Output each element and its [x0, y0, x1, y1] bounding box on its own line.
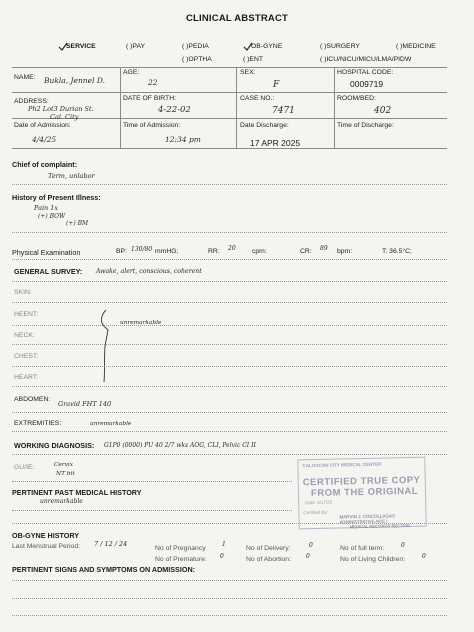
address-line1: Ph2 Lot3 Durian St. [28, 105, 94, 113]
table-border [120, 67, 121, 148]
lmp-label: Last Menstrual Period: [12, 543, 81, 550]
stamp-headline: CERTIFIED TRUE COPY [302, 474, 421, 489]
divider [12, 412, 447, 413]
divider [12, 281, 447, 282]
skin-label: SKIN: [14, 289, 32, 296]
divider [12, 481, 292, 482]
address-label: ADDRESS: [14, 98, 49, 105]
pay-option: ( )PAY [126, 43, 146, 50]
delivery-count-value: 0 [309, 542, 313, 549]
name-value: Bukla, Jennel D. [44, 76, 105, 85]
hpi-line1: Pain 1x [34, 204, 59, 212]
working-diagnosis-label: WORKING DIAGNOSIS: [14, 441, 95, 450]
table-border [12, 67, 447, 68]
icu-option: ( )ICU/NICU/MICU/LMA/PIDW [320, 56, 412, 63]
hpi-label: History of Present Illness: [12, 193, 101, 202]
admission-time-value: 12:34 pm [165, 135, 201, 144]
obgyne-history-label: OB-GYNE HISTORY [12, 531, 80, 540]
divider [12, 325, 447, 326]
stamp-date: Date: 4/17/25 [305, 499, 333, 506]
divider [12, 431, 447, 432]
admission-date-value: 4/4/25 [32, 135, 57, 144]
heent-label: HEENT: [14, 311, 39, 318]
chief-complaint-label: Chief of complaint: [12, 160, 78, 169]
unremarkable-note: unremarkable [120, 320, 162, 326]
hospital-code-label: HOSPITAL CODE: [337, 69, 394, 76]
abdomen-value: Gravid FHT 140 [58, 400, 112, 408]
divider [12, 598, 447, 599]
neck-label: NECK: [14, 332, 35, 339]
extremities-value: unremarkable [90, 421, 132, 427]
delivery-count-label: No of Delivery: [246, 545, 291, 552]
extremities-label: EXTREMITIES: [14, 420, 62, 427]
table-border [12, 92, 447, 93]
pregnancy-count-value: 1 [222, 541, 226, 548]
full-term-value: 0 [401, 542, 405, 549]
certified-true-copy-stamp [297, 457, 426, 530]
dob-value: 4-22-02 [158, 105, 191, 115]
stamp-position: ADMINISTRATIVE AIDE I [339, 518, 388, 525]
heart-label: HEART: [14, 374, 39, 381]
room-bed-label: ROOM/BED: [337, 95, 376, 102]
general-survey-value: Awake, alert, conscious, coherent [96, 268, 202, 275]
dob-label: DATE OF BIRTH: [123, 95, 176, 102]
divider [12, 232, 447, 233]
sex-label: SEX: [240, 69, 256, 76]
divider [12, 259, 447, 260]
table-border [334, 67, 335, 148]
abortion-value: 0 [306, 553, 310, 560]
medicine-option: ( )MEDICINE [396, 43, 436, 50]
stamp-signatory: MARVIN J. CINCOLLAGAS [339, 513, 395, 520]
gu-ie-line1: Cervix [54, 462, 74, 468]
address-line2: Cal. City [50, 113, 79, 121]
bp-value: 130/80 [131, 246, 153, 253]
past-medical-history-label: PERTINENT PAST MEDICAL HISTORY [12, 488, 142, 497]
general-survey-label: GENERAL SURVEY: [14, 267, 83, 276]
living-children-label: No of Living Children: [340, 556, 405, 563]
working-diagnosis-value: G1P0 (0000) PU 40 2/7 wks AOG, CLI, Pelvic CI II [104, 442, 256, 449]
obgyne-option: OB-GYNE [251, 43, 283, 50]
surgery-option: ( )SURGERY [320, 43, 360, 50]
bracket-mark [96, 306, 118, 384]
divider [12, 344, 447, 345]
hospital-code-value: 0009719 [350, 79, 384, 89]
abortion-label: No of Abortion: [246, 556, 291, 563]
living-children-value: 0 [422, 553, 426, 560]
divider [12, 454, 447, 455]
rr-value: 20 [228, 245, 236, 252]
signs-symptoms-label: PERTINENT SIGNS AND SYMPTOMS ON ADMISSION: [12, 565, 196, 574]
admission-time-label: Time of Admission: [123, 122, 181, 129]
discharge-time-label: Time of Discharge: [337, 122, 394, 129]
premature-value: 0 [220, 553, 224, 560]
ent-option: ( )ENT [243, 56, 264, 63]
abdomen-label: ABDOMEN: [14, 396, 51, 403]
case-number-value: 7471 [272, 106, 295, 116]
gu-ie-label: GU/IE: [14, 464, 35, 471]
service-option: SERVICE [66, 43, 96, 50]
lmp-value: 7 / 12 / 24 [94, 540, 128, 548]
physical-exam-label: Physical Examination [12, 248, 81, 257]
stamp-certified-by: Certified By: [303, 509, 328, 516]
pedia-option: ( )PEDIA [182, 43, 209, 50]
stamp-org: CALOOCAN CITY MEDICAL CENTER [302, 461, 382, 469]
document-title: CLINICAL ABSTRACT [185, 13, 289, 24]
hpi-line3: (+) BM [66, 220, 89, 227]
discharge-date-value: 17 APR 2025 [250, 138, 301, 148]
stamp-subheadline: FROM THE ORIGINAL [310, 485, 419, 500]
bp-label: BP: [116, 248, 127, 255]
divider [12, 615, 447, 616]
table-border [236, 67, 237, 148]
gu-ie-line2: NT bit [56, 471, 75, 477]
rr-label: RR: [208, 248, 220, 255]
table-border [12, 148, 447, 149]
divider [12, 302, 447, 303]
stamp-section: MEDICAL RECORDS SECTION [349, 523, 411, 530]
case-number-label: CASE NO.: [240, 95, 275, 102]
temperature-field: T: 36.5°C; [382, 248, 412, 255]
past-medical-history-value: unremarkable [40, 498, 83, 505]
name-label: NAME: [14, 74, 36, 81]
mmhg-unit: mmHG; [155, 248, 179, 255]
hpi-line2: (+) BOW [38, 213, 66, 220]
divider [12, 510, 292, 511]
admission-date-label: Date of Admission: [14, 122, 71, 129]
room-bed-value: 402 [374, 106, 392, 116]
sex-value: F [273, 80, 280, 90]
age-label: AGE: [123, 69, 140, 76]
cr-value: 89 [320, 245, 328, 252]
age-value: 22 [148, 78, 158, 87]
chest-label: CHEST: [14, 353, 39, 360]
premature-label: No of Premature: [155, 556, 207, 563]
full-term-label: No of full term: [340, 545, 385, 552]
chief-complaint-value: Term, unlabor [48, 172, 95, 180]
bpm-unit: bpm: [337, 248, 353, 255]
divider [12, 366, 447, 367]
cpm-unit: cpm: [252, 248, 267, 255]
discharge-date-label: Date Discharge: [240, 122, 289, 129]
divider [12, 184, 447, 185]
optha-option: ( )OPTHA [182, 56, 212, 63]
divider [12, 580, 447, 581]
divider [12, 386, 447, 387]
pregnancy-count-label: No of Pregnancy [155, 545, 206, 552]
cr-label: CR: [300, 248, 312, 255]
